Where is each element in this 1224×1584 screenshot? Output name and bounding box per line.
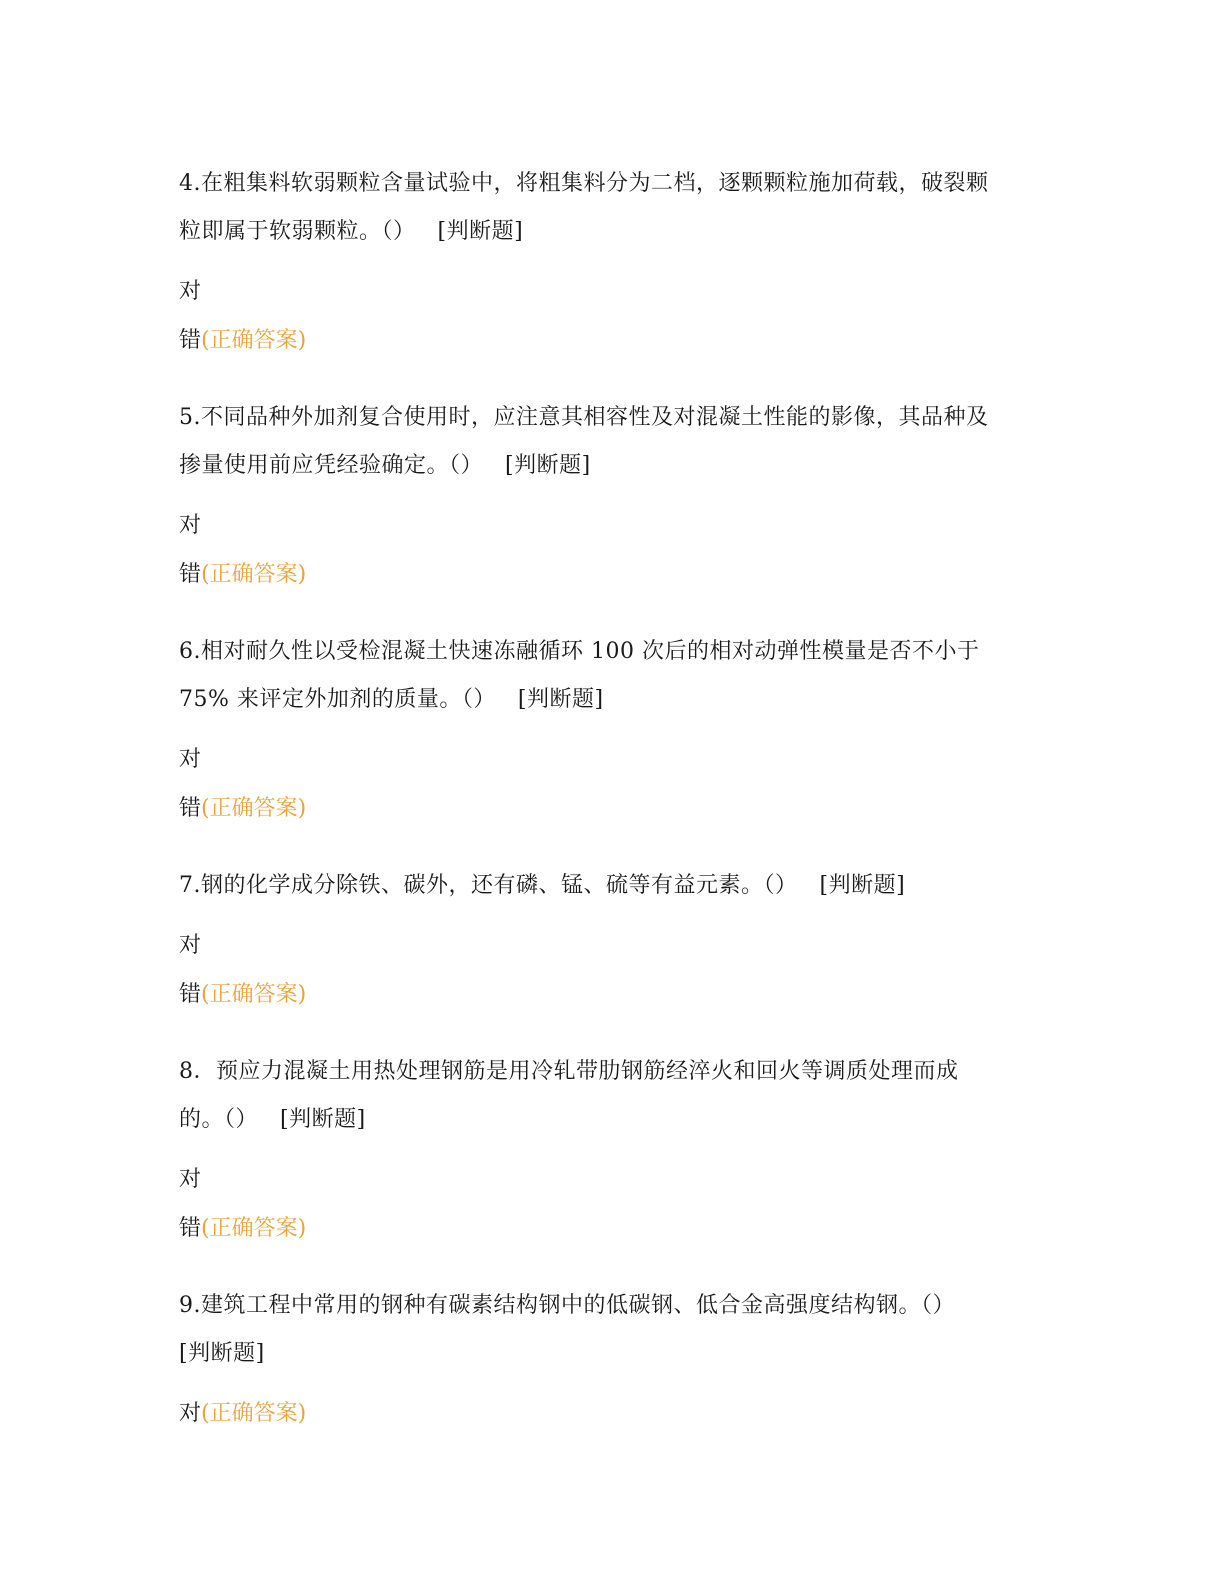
option-true[interactable]: 对 <box>179 1167 202 1192</box>
option-true[interactable]: 对 <box>179 747 202 772</box>
option-true[interactable]: 对(正确答案) <box>179 1401 307 1426</box>
correct-answer-mark: (正确答案) <box>201 1401 307 1426</box>
correct-answer-mark: (正确答案) <box>201 796 307 821</box>
question-line-2: 75% 来评定外加剂的质量。（） <box>179 687 496 712</box>
question-7 <box>179 862 1059 1010</box>
question-list <box>179 160 1059 1429</box>
question-line-1: 9.建筑工程中常用的钢种有碳素结构钢中的低碳钢、低合金高强度结构钢。（） <box>179 1293 955 1318</box>
question-line-2: 的。（） <box>179 1107 259 1132</box>
option-false[interactable]: 错(正确答案) <box>179 982 307 1007</box>
question-6 <box>179 628 1059 824</box>
correct-answer-mark: (正确答案) <box>201 328 307 353</box>
question-text <box>179 160 1059 256</box>
question-line-2: 掺量使用前应凭经验确定。（） <box>179 453 484 478</box>
question-line-1: 5.不同品种外加剂复合使用时，应注意其相容性及对混凝土性能的影像，其品种及 <box>179 405 989 430</box>
option-false[interactable]: 错(正确答案) <box>179 1216 307 1241</box>
question-type-tag: [判断题] <box>517 687 604 712</box>
question-type-tag: [判断题] <box>819 873 906 898</box>
option-false[interactable]: 错(正确答案) <box>179 562 307 587</box>
option-false[interactable]: 错(正确答案) <box>179 796 307 821</box>
question-5 <box>179 394 1059 590</box>
question-line-2: 粒即属于软弱颗粒。（） <box>179 219 416 244</box>
question-text <box>179 1048 1059 1144</box>
question-text <box>179 394 1059 490</box>
correct-answer-mark: (正确答案) <box>201 982 307 1007</box>
question-type-tag: [判断题] <box>179 1341 265 1366</box>
question-line-1: 6.相对耐久性以受检混凝土快速冻融循环 100 次后的相对动弹性模量是否不小于 <box>179 639 980 664</box>
question-line-1: 8．预应力混凝土用热处理钢筋是用冷轧带肋钢筋经淬火和回火等调质处理而成 <box>179 1059 959 1084</box>
question-type-tag: [判断题] <box>505 453 591 478</box>
question-line-1: 7.钢的化学成分除铁、碳外，还有磷、锰、硫等有益元素。（） <box>179 873 798 898</box>
question-text <box>179 1282 1059 1378</box>
option-true[interactable]: 对 <box>179 513 202 538</box>
question-type-tag: [判断题] <box>437 219 524 244</box>
option-false[interactable]: 错(正确答案) <box>179 328 307 353</box>
option-true[interactable]: 对 <box>179 933 202 958</box>
question-text <box>179 628 1059 724</box>
question-9 <box>179 1282 1059 1429</box>
question-4 <box>179 160 1059 356</box>
question-8 <box>179 1048 1059 1244</box>
correct-answer-mark: (正确答案) <box>201 562 307 587</box>
question-line-1: 4.在粗集料软弱颗粒含量试验中，将粗集料分为二档，逐颗颗粒施加荷载，破裂颗 <box>179 171 989 196</box>
correct-answer-mark: (正确答案) <box>201 1216 307 1241</box>
question-type-tag: [判断题] <box>280 1107 366 1132</box>
question-text <box>179 862 1059 910</box>
option-true[interactable]: 对 <box>179 279 202 304</box>
